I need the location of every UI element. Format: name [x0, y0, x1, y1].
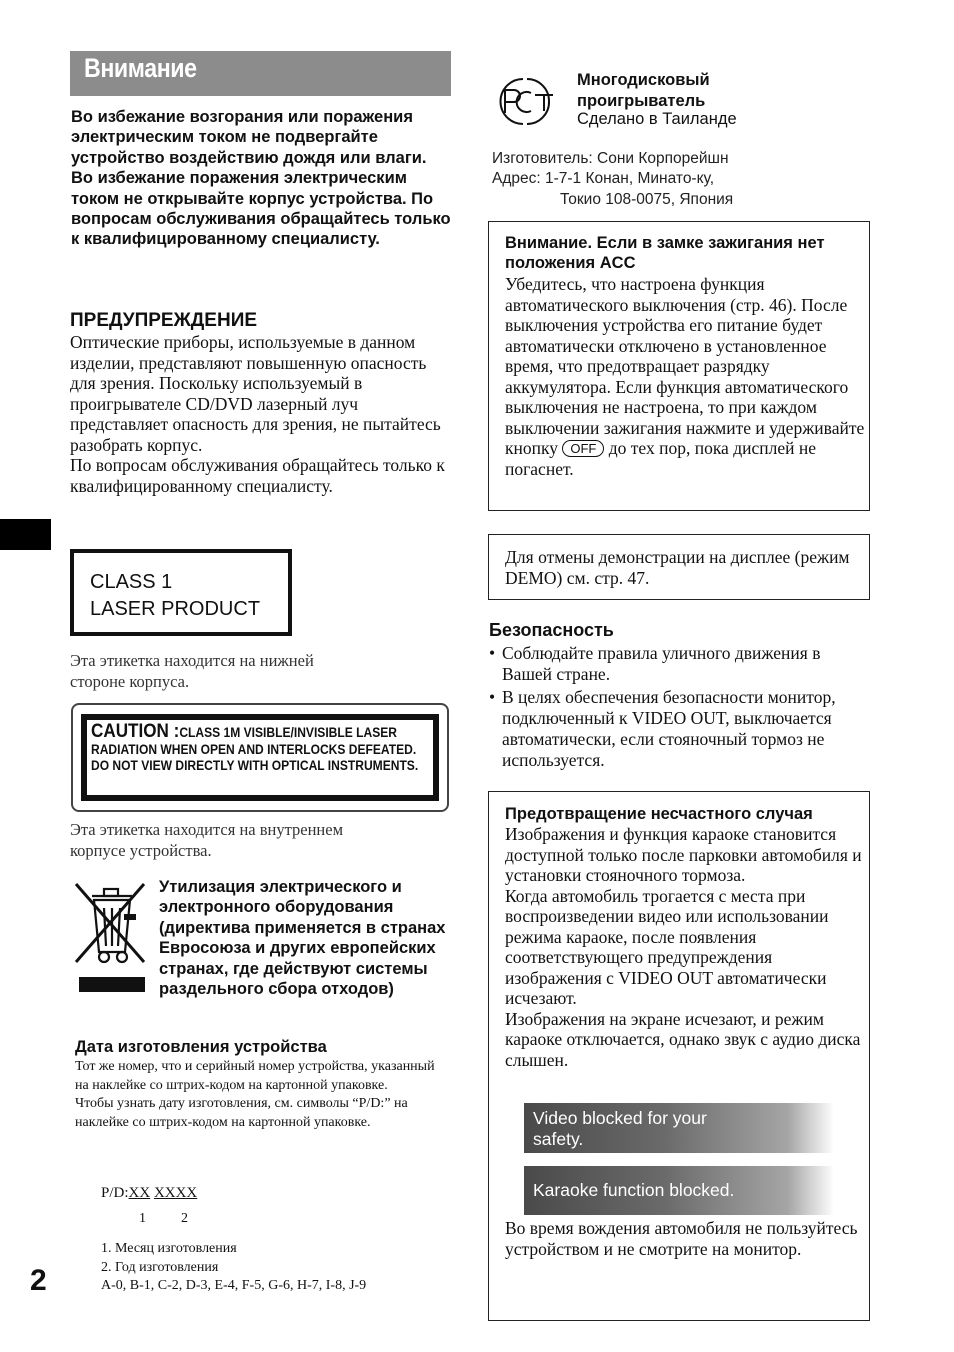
caution-label-frame [81, 714, 439, 801]
weee-black-bar [79, 977, 145, 992]
caution-label-note: Эта этикетка находится на внутреннем корпусе устройства. [70, 820, 344, 860]
accident-prevention-box [488, 791, 870, 1321]
section-title-bar [70, 51, 451, 96]
accident-prevention-body: Изображения и функция караоке становится доступной только после парковки автомобиля и установки стояночного тормоза. Когда автомобиль трогается с места при воспроизведении видео или использовании режима караоке, после появления соответствующего предупреждения изображения с VIDEO OUT автоматически исчезают. Изображения на экране исчезают, и режим караоке отключается, однако звук с аудио диска слышен. [505, 824, 862, 1070]
manufacture-date-body: Тот же номер, что и серийный номер устройства, указанный на наклейке со штрих-кодом на картонной упаковке. Чтобы узнать дату изготовления, см. символы “P/D:” на наклейке со штрих-кодом на картонной упаковке. [75, 1059, 435, 1131]
pd-code-example [101, 1185, 197, 1202]
safety-list [489, 643, 874, 771]
pd-year: XXXX [153, 1185, 198, 1201]
prevention-body: Оптические приборы, используемые в данном изделии, представляют повышенную опасность для зрения. Поскольку используемый в проигрывателе CD/DVD лазерный луч представляет опасность для зрения, не пытайтесь разобрать корпус. По вопросам обслуживания обращайтесь только к квалифицированному специалисту. [70, 332, 445, 496]
karaoke-blocked-message: Karaoke function blocked. [524, 1166, 834, 1215]
pd-year-codes: A-0, B-1, C-2, D-3, E-4, F-5, G-6, H-7, I-8, J-9 [101, 1278, 367, 1294]
weee-crossed-bin-icon [74, 878, 146, 968]
pd-legend-item-2: 2. Год изготовления [101, 1259, 219, 1275]
safety-heading: Безопасность [489, 620, 614, 640]
fire-shock-warning: Во избежание возгорания или поражения электрическим током не подвергайте устройство воздействию дождя или влаги. Во избежание поражения электрическим током не открывайте корпус устройства. По вопросам обслуживания обращайтесь только к квалифицированному специалисту. [71, 108, 451, 249]
accident-prevention-title: Предотвращение несчастного случая [505, 805, 813, 823]
acc-body-before: Убедитесь, что настроена функция автоматического выключения (стр. 46). После выключения устройства его питание будет автоматически отключено в установленное время, что предотвращает разрядку аккумулятора. Если функция автоматического выключения не настроена, то при каждом выключении зажигания нажмите и удерживайте кнопку [505, 274, 865, 458]
caution-line-1: CLASS 1M VISIBLE/INVISIBLE LASER [179, 725, 397, 740]
caution-line-3: DO NOT VIEW DIRECTLY WITH OPTICAL INSTRUMENTS. [91, 758, 419, 773]
manufacturer-info [492, 149, 733, 210]
demo-notice-box [488, 534, 870, 600]
acc-notice-body [505, 274, 865, 479]
off-button-icon: OFF [562, 440, 604, 457]
product-name: Многодисковый проигрыватель [577, 71, 710, 110]
accident-prevention-footer: Во время вождения автомобиля не пользуйтесь устройством и не смотрите на монитор. [505, 1218, 858, 1259]
manufacture-date-heading: Дата изготовления устройства [75, 1038, 327, 1056]
pd-index-2: 2 [181, 1211, 188, 1226]
caution-label-text [91, 721, 419, 775]
pd-month: XX [128, 1185, 151, 1201]
pd-prefix: P/D: [101, 1185, 129, 1201]
address-line-1: Адрес: 1-7-1 Конан, Минато-ку, [492, 170, 715, 188]
weee-text: Утилизация электрического и электронного оборудования (директива применяется в странах Евросоюза и других европейских странах, где действуют системы раздельного сбора отходов) [159, 878, 446, 999]
caution-word: CAUTION : [91, 721, 180, 742]
section-tab-marker [0, 519, 51, 550]
page-title: Внимание [84, 53, 197, 83]
class1-label-note: Эта этикетка находится на нижней стороне корпуса. [70, 651, 314, 691]
acc-notice-box [488, 221, 870, 511]
acc-body-after: до тех пор, пока дисплей не погаснет. [505, 438, 816, 479]
demo-notice-text: Для отмены демонстрации на дисплее (режим DEMO) см. стр. 47. [505, 547, 850, 588]
video-blocked-message: Video blocked for your safety. [524, 1103, 834, 1153]
pd-index-1: 1 [139, 1211, 146, 1226]
acc-notice-title: Внимание. Если в замке зажигания нет положения ACC [505, 234, 825, 273]
page-number: 2 [30, 1264, 47, 1297]
address-line-2: Токио 108-0075, Япония [560, 190, 734, 208]
caution-label [71, 703, 449, 812]
class1-laser-label [70, 549, 292, 636]
made-in: Сделано в Таиланде [577, 110, 737, 128]
safety-item: • Соблюдайте правила уличного движения в Вашей стране. [489, 643, 874, 685]
caution-line-2: RADIATION WHEN OPEN AND INTERLOCKS DEFEATED. [91, 741, 417, 757]
safety-item: • В целях обеспечения безопасности монитор, подключенный к VIDEO OUT, выключается автоматически, если стояночный тормоз не используется. [489, 687, 874, 771]
pct-certification-icon [491, 75, 559, 128]
class1-label-text: CLASS 1 LASER PRODUCT [90, 571, 261, 620]
pd-legend-item-1: 1. Месяц изготовления [101, 1241, 237, 1256]
manufacturer-line: Изготовитель: Сони Корпорейшн [492, 150, 729, 167]
prevention-heading: ПРЕДУПРЕЖДЕНИЕ [70, 310, 258, 331]
pd-legend [101, 1240, 366, 1296]
